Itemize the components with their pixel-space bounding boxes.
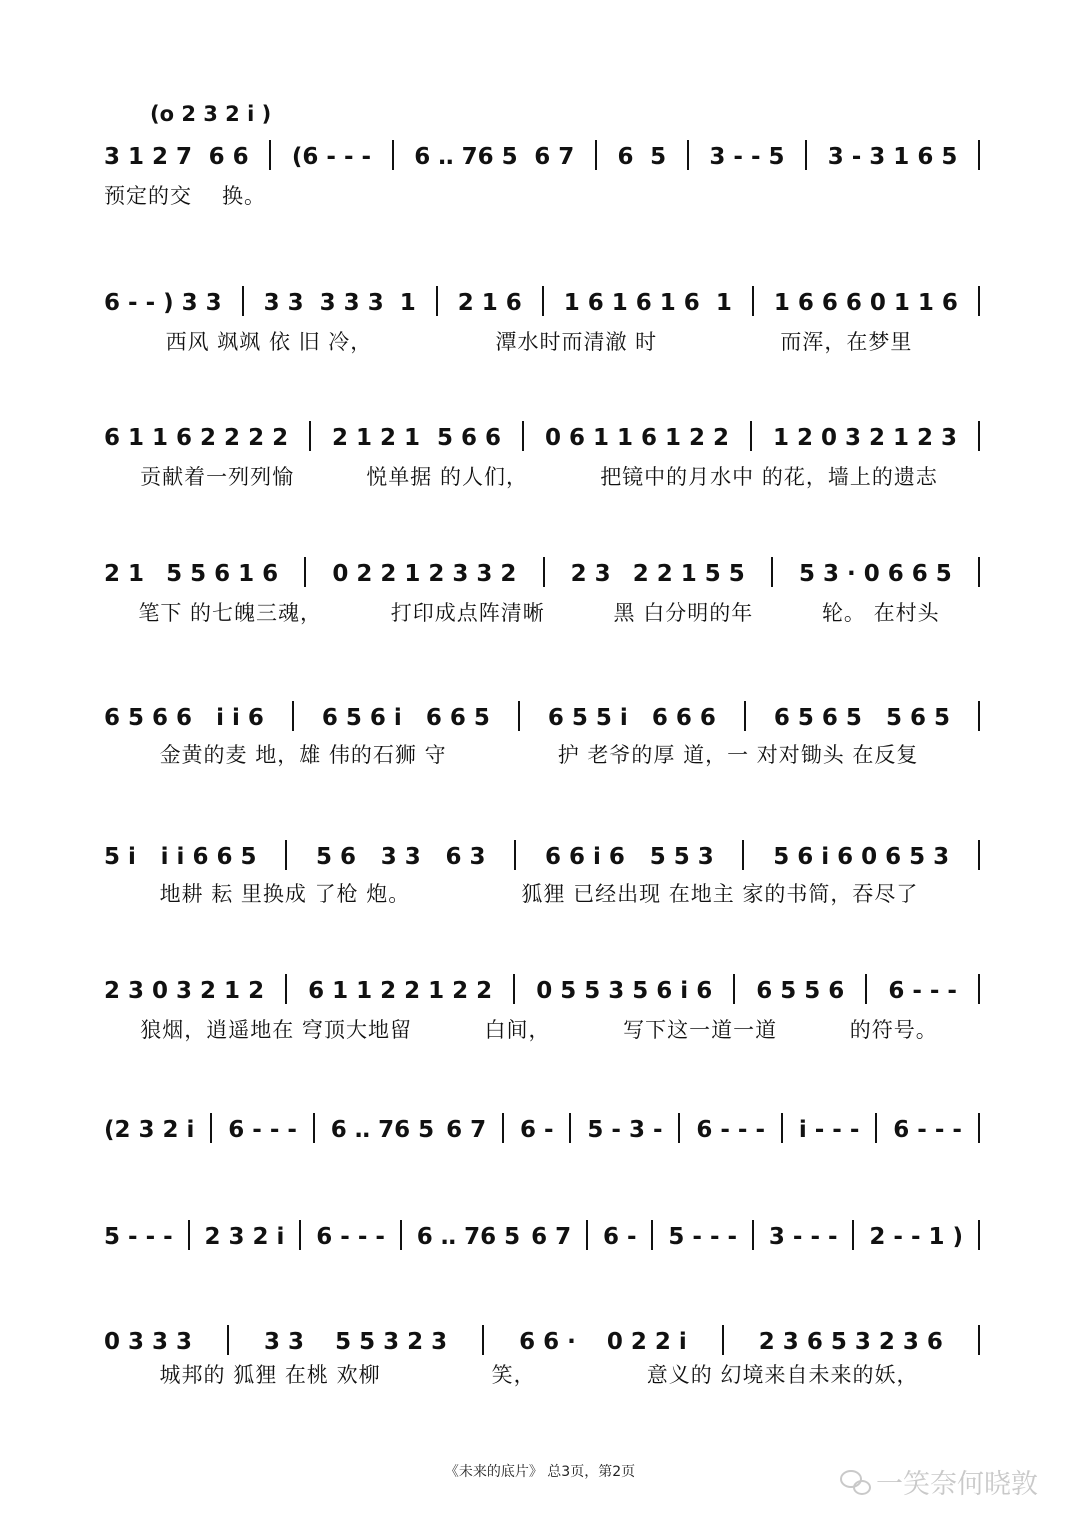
note-group: 6 ‥ 76 5 <box>414 144 518 170</box>
note-group: 6 1 1 6 2 2 2 2 <box>104 425 289 451</box>
barline <box>482 1325 484 1355</box>
note-group: 6 6 · <box>519 1329 576 1355</box>
barline <box>522 421 524 451</box>
lyric-segment: 金黄的麦 地，雄 伟的石狮 守 <box>159 743 447 767</box>
lyric-segment: 黑 白分明的年 <box>613 601 754 625</box>
barline <box>569 1113 571 1143</box>
barline <box>750 421 752 451</box>
barline <box>285 840 287 870</box>
note-group: 2 2 1 5 5 <box>632 561 745 587</box>
note-group: 6 6 <box>208 144 249 170</box>
note-group: 1 6 1 6 1 6 <box>563 290 700 316</box>
lyrics-row <box>104 465 974 489</box>
note-group: 6 - - - <box>893 1117 962 1143</box>
lyrics-row <box>104 743 974 767</box>
barline <box>852 1220 854 1250</box>
notes-row <box>104 1113 984 1143</box>
barline <box>805 140 807 170</box>
note-group: 6 7 <box>534 144 575 170</box>
watermark <box>840 1462 1038 1501</box>
note-group: 6 - - - <box>316 1224 385 1250</box>
note-group: 6 5 6 5 <box>773 705 862 731</box>
note-group: 5 <box>650 144 667 170</box>
lyric-segment: 把镜中的月水中 的花，墙上的遗志 <box>600 465 938 489</box>
lyric-segment: 打印成点阵清晰 <box>390 601 545 625</box>
note-group: 5 - - - <box>104 1224 173 1250</box>
lyrics-row <box>104 1363 974 1387</box>
note-group: 5 - 3 - <box>587 1117 663 1143</box>
lyric-segment: 笔下 的七魄三魂， <box>138 601 323 625</box>
lyric-segment: 狼烟，逍遥地在 穹顶大地留 <box>140 1018 412 1042</box>
lyric-segment: 护 老爷的厚 道，一 对对锄头 在反复 <box>557 743 919 767</box>
lyrics-row <box>104 882 974 906</box>
note-group: 6 5 6 i <box>321 705 402 731</box>
barline <box>292 701 294 731</box>
barline <box>285 974 287 1004</box>
barline <box>978 557 980 587</box>
barline <box>978 974 980 1004</box>
barline <box>400 1220 402 1250</box>
barline <box>722 1325 724 1355</box>
lyric-segment: 城邦的 狐狸 在桃 欢柳 <box>159 1363 381 1387</box>
barline <box>978 1113 980 1143</box>
lyric-segment: 写下这一道一道 <box>623 1018 778 1042</box>
lyric-segment: 白间， <box>484 1018 551 1042</box>
note-group: 2 3 <box>570 561 611 587</box>
note-group: 0 3 3 3 <box>104 1329 193 1355</box>
lyric-segment: 笑， <box>491 1363 536 1387</box>
notes-row <box>104 421 984 451</box>
notes-row <box>104 286 984 316</box>
barline <box>742 840 744 870</box>
barline <box>771 557 773 587</box>
barline <box>586 1220 588 1250</box>
barline <box>651 1220 653 1250</box>
notes-row <box>104 701 984 731</box>
barline <box>752 286 754 316</box>
barline <box>514 840 516 870</box>
note-group: 6 ‥ 76 5 <box>330 1117 435 1143</box>
lyric-segment: 潭水时而清澈 时 <box>495 330 658 354</box>
note-group: 3 - 3 1 6 5 <box>827 144 958 170</box>
note-group: 2 1 <box>104 561 145 587</box>
lyric-segment: 轮。 在村头 <box>821 601 940 625</box>
notes-row <box>104 840 984 870</box>
barline <box>595 140 597 170</box>
barline <box>227 1325 229 1355</box>
lyrics-row <box>104 1018 974 1042</box>
lyric-segment: 意义的 幻境来自未来的妖， <box>646 1363 919 1387</box>
notes-row <box>104 974 984 1004</box>
note-group: 6 - <box>519 1117 554 1143</box>
barline <box>299 1220 301 1250</box>
notes-row <box>104 1220 984 1250</box>
note-group: 6 - <box>602 1224 637 1250</box>
barline <box>978 1325 980 1355</box>
barline <box>513 974 515 1004</box>
note-group: 3 3 3 <box>319 290 384 316</box>
note-group: 6 5 6 6 <box>104 705 193 731</box>
note-group: 5 5 3 <box>649 844 714 870</box>
note-group: 5 5 3 2 3 <box>335 1329 448 1355</box>
barline <box>188 1220 190 1250</box>
barline <box>309 421 311 451</box>
lyric-segment: 西风 飒飒 依 旧 冷， <box>165 330 373 354</box>
lyrics-row <box>104 601 974 625</box>
lyric-segment: 预定的交 <box>104 184 192 208</box>
barline <box>242 286 244 316</box>
note-group: 6 6 6 <box>651 705 716 731</box>
note-group: 6 ‥ 76 5 <box>416 1224 521 1250</box>
note-group: 5 6 6 <box>437 425 502 451</box>
lyric-segment: 地耕 耘 里换成 了枪 炮。 <box>159 882 411 906</box>
barline <box>678 1113 680 1143</box>
lyrics-row <box>104 184 974 208</box>
barline <box>542 286 544 316</box>
note-group: 0 6 1 1 6 1 2 2 <box>544 425 730 451</box>
barline <box>875 1113 877 1143</box>
barline <box>392 140 394 170</box>
barline <box>502 1113 504 1143</box>
note-group: 6 6 i 6 <box>545 844 625 870</box>
note-group: i i 6 6 5 <box>160 844 257 870</box>
barline <box>269 140 271 170</box>
notes-row <box>104 140 984 170</box>
notes-row <box>104 557 984 587</box>
note-group: 2 3 6 5 3 2 3 6 <box>758 1329 943 1355</box>
page-footer: 《未来的底片》 总3页，第2页 <box>444 1464 636 1480</box>
lyric-segment: 而浑，在梦里 <box>780 330 913 354</box>
note-group: 3 1 2 7 <box>104 144 193 170</box>
wechat-icon <box>840 1470 870 1494</box>
note-group: 0 2 2 1 2 3 3 2 <box>332 561 517 587</box>
lyric-segment: 悦单据 的人们， <box>366 465 528 489</box>
barline <box>313 1113 315 1143</box>
barline <box>518 701 520 731</box>
note-group: 2 1 2 1 <box>332 425 421 451</box>
note-group: i i 6 <box>216 705 264 731</box>
note-group: i - - - <box>798 1117 860 1143</box>
note-group: 2 1 6 <box>457 290 522 316</box>
note-group: 0 2 2 i <box>606 1329 687 1355</box>
note-group: 6 - - - <box>696 1117 766 1143</box>
note-group: 6 - - - <box>888 978 957 1004</box>
intro-line: (o 2 3 2 i ) <box>150 102 272 126</box>
barline <box>543 557 545 587</box>
lyric-segment: 狐狸 已经出现 在地主 家的书简，吞尽了 <box>521 882 919 906</box>
note-group: 6 - - - <box>228 1117 297 1143</box>
notes-row <box>104 1325 984 1355</box>
note-group: 5 6 5 <box>885 705 950 731</box>
note-group: 6 <box>617 144 634 170</box>
note-group: 6 1 1 2 2 1 2 2 <box>308 978 493 1004</box>
note-group: 6 7 <box>531 1224 572 1250</box>
barline <box>687 140 689 170</box>
lyric-segment: 的符号。 <box>849 1018 938 1042</box>
barline <box>978 701 980 731</box>
barline <box>752 1220 754 1250</box>
note-group: 1 2 0 3 2 1 2 3 <box>772 425 958 451</box>
note-group: 3 3 <box>263 290 304 316</box>
note-group: 3 3 <box>380 844 421 870</box>
barline <box>978 421 980 451</box>
barline <box>304 557 306 587</box>
note-group: 0 5 5 3 5 6 i 6 <box>536 978 713 1004</box>
barline <box>436 286 438 316</box>
barline <box>744 701 746 731</box>
note-group: 5 i <box>104 844 136 870</box>
note-group: 6 - - ) 3 3 <box>104 290 222 316</box>
barline <box>733 974 735 1004</box>
note-group: (2 3 2 i <box>104 1117 195 1143</box>
lyric-segment: 换。 <box>222 184 266 208</box>
note-group: 5 - - - <box>668 1224 738 1250</box>
barline <box>865 974 867 1004</box>
note-group: 6 5 5 6 <box>756 978 845 1004</box>
note-group: 5 3 · 0 6 6 5 <box>798 561 952 587</box>
note-group: 2 3 0 3 2 1 2 <box>104 978 265 1004</box>
lyric-segment: 贡献着一列列愉 <box>140 465 295 489</box>
note-group: 3 - - - <box>768 1224 838 1250</box>
note-group: 3 3 <box>264 1329 305 1355</box>
note-group: 6 3 <box>445 844 486 870</box>
note-group: 6 7 <box>446 1117 487 1143</box>
note-group: 1 6 6 6 0 1 1 6 <box>773 290 958 316</box>
note-group: 5 6 <box>315 844 356 870</box>
note-group: 2 - - 1 ) <box>869 1224 964 1250</box>
note-group: 6 5 5 i <box>547 705 628 731</box>
barline <box>978 1220 980 1250</box>
barline <box>978 840 980 870</box>
barline <box>978 140 980 170</box>
note-group: 2 3 2 i <box>204 1224 285 1250</box>
note-group: 5 5 6 1 6 <box>166 561 279 587</box>
lyrics-row <box>104 330 974 354</box>
note-group: (6 - - - <box>291 144 372 170</box>
note-group: 5 6 i 6 0 6 5 3 <box>773 844 950 870</box>
barline <box>978 286 980 316</box>
barline <box>781 1113 783 1143</box>
note-group: 6 6 5 <box>425 705 490 731</box>
note-group: 1 <box>715 290 732 316</box>
note-group: 3 - - 5 <box>709 144 785 170</box>
watermark-text: 一笑奈何晓敦 <box>876 1469 1038 1500</box>
note-group: 1 <box>399 290 416 316</box>
barline <box>210 1113 212 1143</box>
